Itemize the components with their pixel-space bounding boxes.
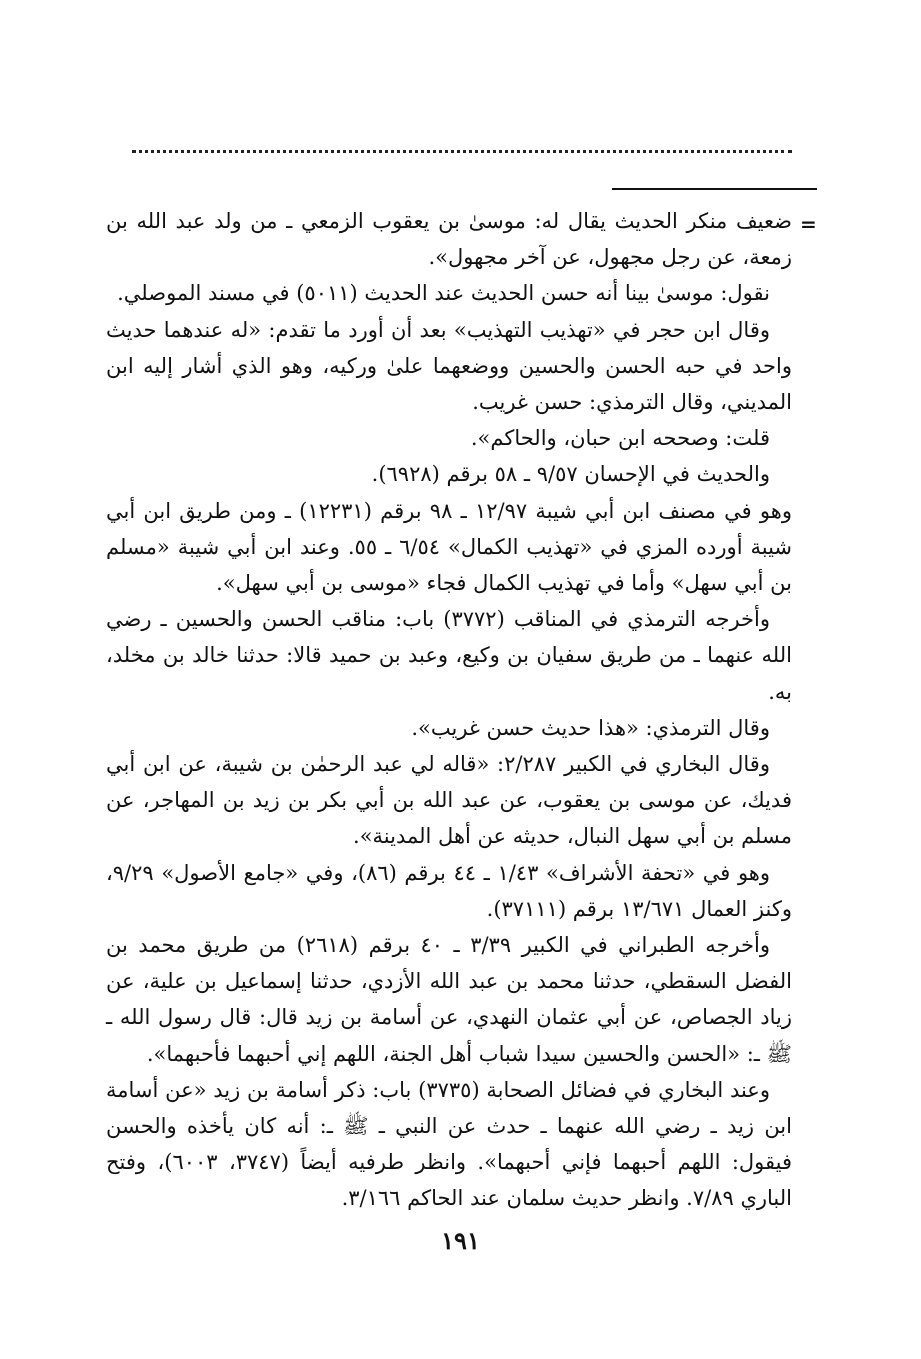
footnote-separator [612, 188, 817, 190]
footnote-paragraph: قلت: وصححه ابن حبان، والحاكم». [470, 426, 770, 451]
footnote-paragraph: وقال الترمذي: «هذا حديث حسن غريب». [411, 715, 770, 740]
dotted-separator [132, 150, 792, 153]
footnote-paragraph: وأخرجه الطبراني في الكبير ٣/٣٩ ـ ٤٠ برقم (٢٦١٨) من طريق محمد بن الفضل السقطي، حدثنا محمد بن عبد الله الأزدي، حدثنا إسماعيل بن علية، عن زياد الجصاص، عن أبي عثمان النهدي، عن أسامة بن زيد قال: قال رسول الله ـ ﷺ ـ: «الحسن والحسين سيدا شباب أهل الجنة، اللهم إني أحبهما فأحبهما». [106, 933, 792, 1066]
footnote-paragraph: والحديث في الإحسان ٩/٥٧ ـ ٥٨ برقم (٦٩٢٨). [371, 462, 770, 487]
footnote-paragraph: وأخرجه الترمذي في المناقب (٣٧٧٢) باب: مناقب الحسن والحسين ـ رضي الله عنهما ـ من طريق سفيان بن وكيع، وعبد بن حميد قالا: حدثنا خالد بن مخلد، به. [106, 607, 792, 704]
footnote-paragraph: وهو في «تحفة الأشراف» ١/٤٣ ـ ٤٤ برقم (٨٦)، وفي «جامع الأصول» ٩/٢٩، وكنز العمال ١٣/٦٧١ برقم (٣٧١١١). [106, 860, 792, 921]
footnote-paragraph: وقال ابن حجر في «تهذيب التهذيب» بعد أن أورد ما تقدم: «له عندهما حديث واحد في حبه الحسن والحسين ووضعهما علىٰ وركيه، وهو الذي أشار إليه ابن المديني، وقال الترمذي: حسن غريب. [106, 317, 792, 415]
footnote-paragraph: وهو في مصنف ابن أبي شيبة ١٢/٩٧ ـ ٩٨ برقم (١٢٢٣١) ـ ومن طريق ابن أبي شيبة أورده المزي في «تهذيب الكمال» ٦/٥٤ ـ ٥٥. وعند ابن أبي شيبة «مسلم بن أبي سهل» وأما في تهذيب الكمال فجاء «موسى بن أبي سهل». [106, 498, 792, 596]
footnote-paragraph: وعند البخاري في فضائل الصحابة (٣٧٣٥) باب: ذكر أسامة بن زيد «عن أسامة ابن زيد ـ رضي الله عنهما ـ حدث عن النبي ـ ﷺ ـ: أنه كان يأخذه والحسن فيقول: اللهم أحبهما فإني أحبهما». وانظر طرفيه أيضاً (٣٧٤٧، ٦٠٠٣)، وفتح الباري ٧/٨٩. وانظر حديث سلمان عند الحاكم ٣/١٦٦. [106, 1077, 793, 1211]
footnote-text [106, 203, 792, 1217]
footnote-paragraph: نقول: موسىٰ بينا أنه حسن الحديث عند الحديث (٥٠١١) في مسند الموصلي. [117, 281, 770, 306]
footnote-paragraph: ضعيف منكر الحديث يقال له: موسىٰ بن يعقوب الزمعي ـ من ولد عبد الله بن زمعة، عن رجل مجهول، عن آخر مجهول». [106, 209, 792, 270]
page-number: ١٩١ [441, 1226, 480, 1255]
footnote-paragraph: وقال البخاري في الكبير ٢/٢٨٧: «قاله لي عبد الرحمٰن بن شيبة، عن ابن أبي فديك، عن موسى بن يعقوب، عن عبد الله بن أبي بكر بن زيد بن المهاجر، عن مسلم بن أبي سهل النبال، حديثه عن أهل المدينة». [106, 752, 792, 849]
continuation-mark: = [800, 212, 817, 236]
